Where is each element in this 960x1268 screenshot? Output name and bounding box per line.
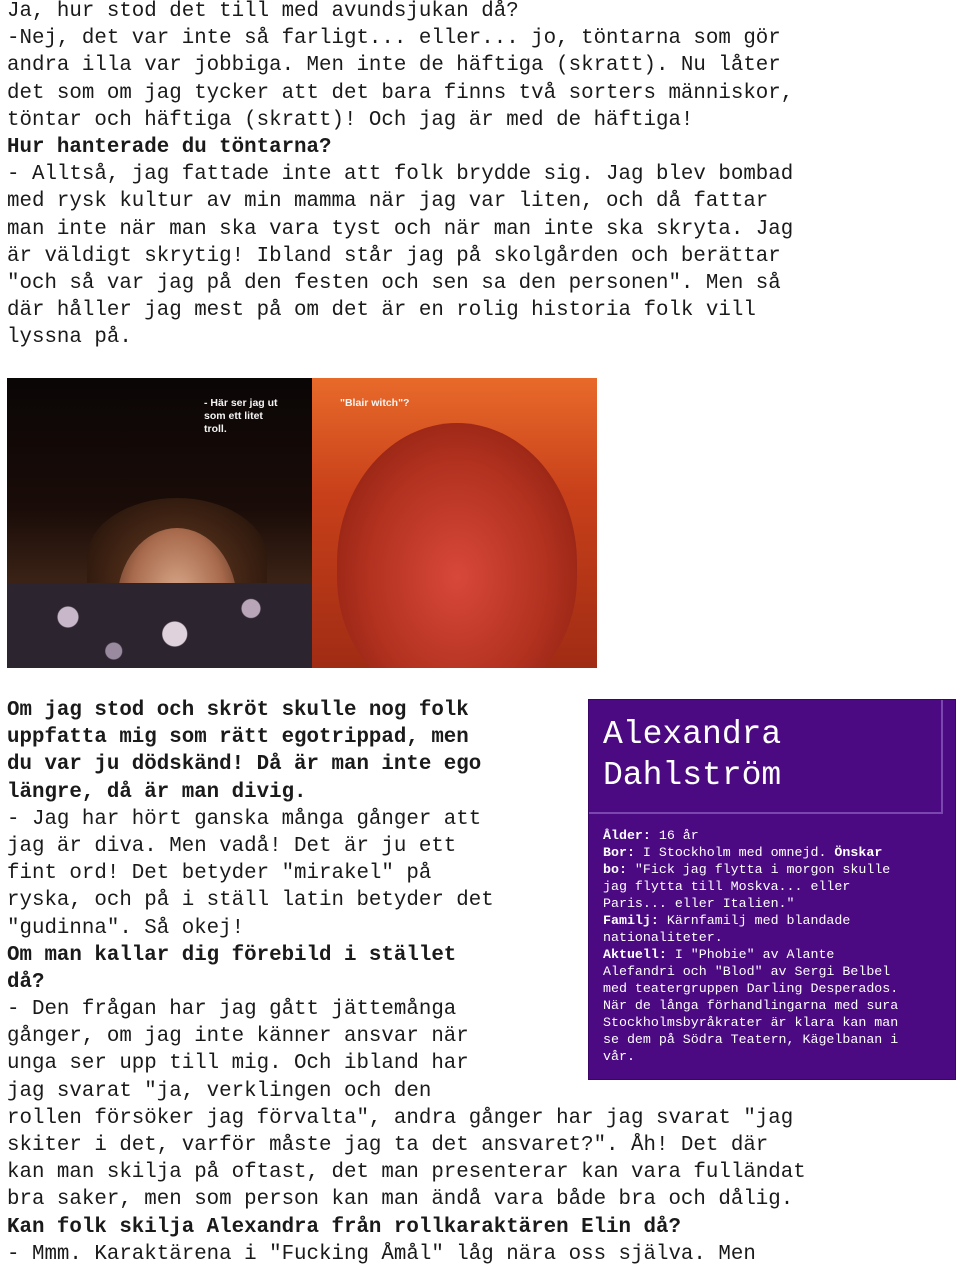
fact-line — [603, 1048, 898, 1065]
photo-caption-left — [204, 397, 278, 436]
photo-left — [7, 378, 312, 668]
face-shape — [337, 423, 577, 668]
text-line: -Nej, det var inte så farligt... eller... jo, töntarna som gör — [7, 27, 781, 51]
fact-label: Önskar — [834, 845, 883, 860]
fact-label: Ålder: — [603, 828, 651, 843]
photo-collage — [7, 378, 597, 668]
question-line: uppfatta mig som rätt egotrippad, men — [7, 726, 469, 750]
question-line: Kan folk skilja Alexandra från rollkaraktären Elin då? — [7, 1215, 681, 1239]
question-line: då? — [7, 970, 45, 994]
text-line: det som om jag tycker att det bara finns två sorters människor, — [7, 81, 794, 105]
question-line: Om man kallar dig förebild i stället — [7, 943, 457, 967]
fact-box-name — [603, 714, 781, 796]
text-line: med rysk kultur av min mamma när jag var liten, och då fattar — [7, 190, 769, 214]
fact-value: Stockholmsbyråkrater är klara kan man — [603, 1015, 899, 1030]
fact-value: Kärnfamilj med blandade — [658, 913, 851, 928]
fact-line — [603, 895, 898, 912]
floral-sheet — [7, 583, 312, 668]
fact-value: Paris... eller Italien." — [603, 896, 795, 911]
text-line: "gudinna". Så okej! — [7, 916, 245, 940]
fact-label: Familj: — [603, 913, 659, 928]
fact-value: nationaliteter. — [603, 930, 723, 945]
name-line: Alexandra — [603, 716, 782, 753]
fact-line — [603, 844, 898, 861]
fact-line — [603, 963, 898, 980]
text-line: "och så var jag på den festen och sen sa den personen". Men så — [7, 271, 781, 295]
fact-line — [603, 946, 898, 963]
fact-line — [603, 997, 898, 1014]
text-line: töntar och häftiga (skratt)! Och jag är med de häftiga! — [7, 108, 694, 132]
fact-line — [603, 861, 898, 878]
text-line: - Jag har hört ganska många gånger att — [7, 807, 482, 831]
photo-right — [312, 378, 597, 668]
fact-label: Aktuell: — [603, 947, 667, 962]
fact-value: med teatergruppen Darling Desperados. — [603, 981, 899, 996]
text-line: ryska, och på i ställ latin betyder det — [7, 889, 494, 913]
fact-value: vår. — [603, 1049, 635, 1064]
fact-value: se dem på Södra Teatern, Kägelbanan i — [603, 1032, 899, 1047]
question-line: Om jag stod och skröt skulle nog folk — [7, 699, 469, 722]
text-line: - Den frågan har jag gått jättemånga — [7, 998, 457, 1022]
caption-line: som ett litet — [204, 410, 263, 422]
fact-box-header — [589, 700, 943, 814]
fact-box-info — [603, 827, 898, 1065]
fact-line — [603, 912, 898, 929]
text-line: fint ord! Det betyder "mirakel" på — [7, 862, 432, 886]
text-line: är väldigt skrytig! Ibland står jag på skolgården och berättar — [7, 244, 781, 268]
fact-value: När de långa förhandlingarna med sura — [603, 998, 899, 1013]
text-line: unga ser upp till mig. Och ibland har — [7, 1052, 469, 1076]
text-line: - Alltså, jag fattade inte att folk brydde sig. Jag blev bombad — [7, 163, 794, 187]
text-line: rollen försöker jag förvalta", andra gånger har jag svarat "jag — [7, 1106, 794, 1130]
fact-label: bo: — [603, 862, 627, 877]
fact-value: jag flytta till Moskva... eller — [603, 879, 851, 894]
fact-line — [603, 1014, 898, 1031]
fact-value: I "Phobie" av Alante — [666, 947, 835, 962]
fact-line — [603, 929, 898, 946]
text-line: kan man skilja på oftast, det man presenterar kan vara fulländat — [7, 1161, 806, 1185]
fact-line — [603, 878, 898, 895]
fact-line — [603, 1031, 898, 1048]
fact-box — [588, 699, 956, 1080]
text-line: man inte när man ska vara tyst och när man inte ska skryta. Jag — [7, 217, 794, 241]
text-line: andra illa var jobbiga. Men inte de häftiga (skratt). Nu låter — [7, 54, 781, 78]
fact-value: Alefandri och "Blod" av Sergi Belbel — [603, 964, 891, 979]
text-line: lyssna på. — [7, 326, 132, 350]
question-line: Hur hanterade du töntarna? — [7, 135, 332, 159]
fact-line — [603, 827, 898, 844]
caption-line: troll. — [204, 423, 227, 435]
name-line: Dahlström — [603, 757, 782, 794]
text-line: Ja, hur stod det till med avundsjukan då? — [7, 0, 519, 23]
question-line: du var ju dödskänd! Då är man inte ego — [7, 753, 482, 777]
fact-label: Bor: — [603, 845, 635, 860]
question-line: längre, då är man divig. — [7, 780, 307, 804]
fact-line — [603, 980, 898, 997]
text-line: gånger, om jag inte känner ansvar när — [7, 1025, 469, 1049]
text-line: jag svarat "ja, verklingen och den — [7, 1079, 432, 1103]
intro-text-block — [7, 0, 793, 351]
text-line: jag är diva. Men vadå! Det är ju ett — [7, 834, 457, 858]
fact-value: I Stockholm med omnejd. — [634, 845, 835, 860]
photo-caption-right: "Blair witch"? — [340, 397, 410, 409]
fact-value: 16 år — [650, 828, 699, 843]
fact-value: "Fick jag flytta i morgon skulle — [626, 862, 891, 877]
text-line: skiter i det, varför måste jag ta det ansvaret?". Åh! Det där — [7, 1134, 769, 1157]
caption-line: - Här ser jag ut — [204, 397, 278, 409]
text-line: där håller jag mest på om det är en rolig historia folk vill — [7, 299, 756, 323]
text-line: bra saker, men som person kan man ändå vara både bra och dålig. — [7, 1188, 794, 1212]
text-line: - Mmm. Karaktärena i "Fucking Åmål" låg nära oss själva. Men — [7, 1242, 756, 1266]
